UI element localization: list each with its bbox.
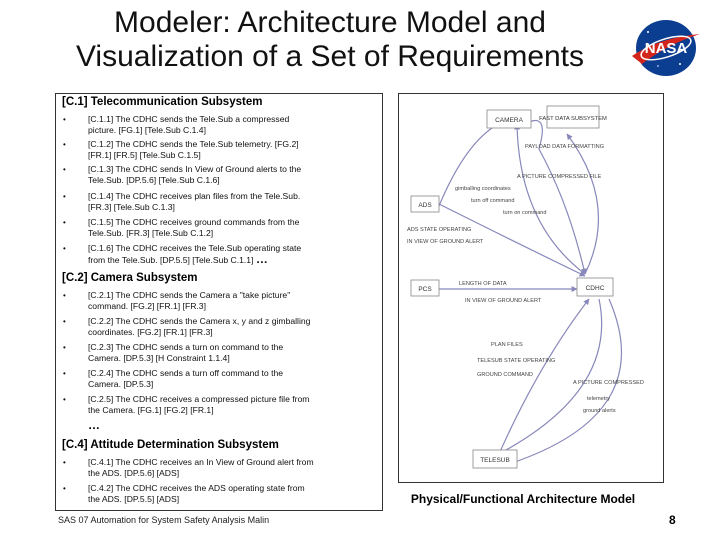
edge-label: IN VIEW OF GROUND ALERT (465, 298, 542, 304)
edge-label: telemetry (587, 396, 611, 402)
node-ads (411, 196, 439, 212)
edge-label: turn off command (471, 198, 515, 204)
requirement-item: • [C.2.4] The CDHC sends a turn off command to the Camera. [DP.5.3] (63, 368, 284, 389)
ellipsis: … (88, 418, 100, 432)
requirement-item: • [C.2.3] The CDHC sends a turn on command to the Camera. [DP.5.3] [H Constraint 1.1.4] (63, 342, 284, 363)
requirement-item: • [C.4.1] The CDHC receives an In View of Ground alert from the ADS. [DP.5.6] [ADS] (63, 457, 314, 478)
section-heading: [C.2] Camera Subsystem (62, 272, 198, 284)
title-line-1: Modeler: Architecture Model and (114, 6, 546, 39)
svg-text:CAMERA: CAMERA (495, 117, 523, 124)
ellipsis: … (255, 252, 268, 266)
architecture-caption: Physical/Functional Architecture Model (410, 492, 636, 506)
svg-text:CDHC: CDHC (585, 285, 605, 292)
svg-text:PCS: PCS (418, 286, 432, 293)
edge-label: ADS STATE OPERATING (407, 227, 472, 233)
edge-ads-camera (439, 120, 507, 206)
edge-label: LENGTH OF DATA (459, 281, 507, 287)
requirement-item: • [C.1.3] The CDHC sends In View of Ground alerts to the Tele.Sub. [DP.5.6] [Tele.Sub C.1.6] (63, 164, 302, 185)
architecture-diagram (398, 93, 664, 483)
architecture-graph (399, 94, 663, 482)
node-camera (487, 110, 531, 128)
node-fast-data-subsystem (539, 106, 607, 128)
nasa-logo-icon (628, 16, 704, 80)
edge-cdhc-fastdata (567, 134, 598, 274)
requirement-item: • [C.1.2] The CDHC sends the Tele.Sub telemetry. [FG.2] [FR.1] [FR.5] [Tele.Sub C.1.5] (63, 139, 299, 160)
svg-text:ADS: ADS (418, 202, 432, 209)
node-pcs (411, 280, 439, 296)
edge-label: A PICTURE COMPRESSED FILE (517, 174, 602, 180)
edge-label: ground alerts (583, 408, 616, 414)
edge-label: turn on command (503, 210, 547, 216)
edge-label: IN VIEW OF GROUND ALERT (407, 239, 484, 245)
edge-label: TELESUB STATE OPERATING (477, 358, 556, 364)
node-cdhc (577, 278, 613, 296)
requirement-item: • [C.4.2] The CDHC receives the ADS operating state from the ADS. [DP.5.5] [ADS] (63, 483, 305, 504)
page-number: 8 (669, 513, 676, 527)
requirement-item: • [C.1.5] The CDHC receives ground commands from the Tele.Sub. [FR.3] [Tele.Sub C.1.2] (63, 217, 300, 238)
requirement-item: • [C.1.1] The CDHC sends the Tele.Sub a compressed picture. [FG.1] [Tele.Sub C.1.4] (63, 114, 290, 135)
nasa-logo-text: NASA (644, 40, 688, 57)
requirement-item: • [C.1.6] The CDHC receives the Tele.Sub operating state from the Tele.Sub. [DP.5.5] [Tele.Sub C.1.1] … (63, 243, 302, 266)
edge-label: GROUND COMMAND (477, 372, 533, 378)
node-telesub (473, 450, 517, 468)
edge-cdhc-telesub (489, 299, 602, 459)
edge-label: gimballing coordinates (455, 186, 511, 192)
title-line-2: Visualization of a Set of Requirements (75, 40, 585, 73)
requirement-item: • [C.1.4] The CDHC receives plan files from the Tele.Sub. [FR.3] [Tele.Sub C.1.3] (63, 191, 301, 212)
requirements-panel (55, 93, 383, 511)
requirement-item: • [C.2.5] The CDHC receives a compressed picture file from the Camera. [FG.1] [FG.2] [FR.1] (63, 394, 310, 415)
section-heading: [C.4] Attitude Determination Subsystem (62, 439, 279, 451)
edge-label: A PICTURE COMPRESSED (573, 380, 644, 386)
section-heading: [C.1] Telecommunication Subsystem (62, 96, 263, 108)
svg-text:TELESUB: TELESUB (480, 457, 510, 464)
slide-footer: SAS 07 Automation for System Safety Analysis Malin (58, 515, 270, 525)
slide-title (0, 6, 660, 74)
requirement-item: • [C.2.1] The CDHC sends the Camera a "take picture" command. [FG.2] [FR.1] [FR.3] (63, 290, 291, 311)
svg-text:FAST DATA SUBSYSTEM: FAST DATA SUBSYSTEM (539, 116, 607, 122)
edge-label: PLAN FILES (491, 342, 523, 348)
requirement-item: • [C.2.2] The CDHC sends the Camera x, y and z gimballing coordinates. [FG.2] [FR.1] [FR.3] (63, 316, 311, 337)
edge-label: PAYLOAD DATA FORMATTING (525, 144, 605, 150)
